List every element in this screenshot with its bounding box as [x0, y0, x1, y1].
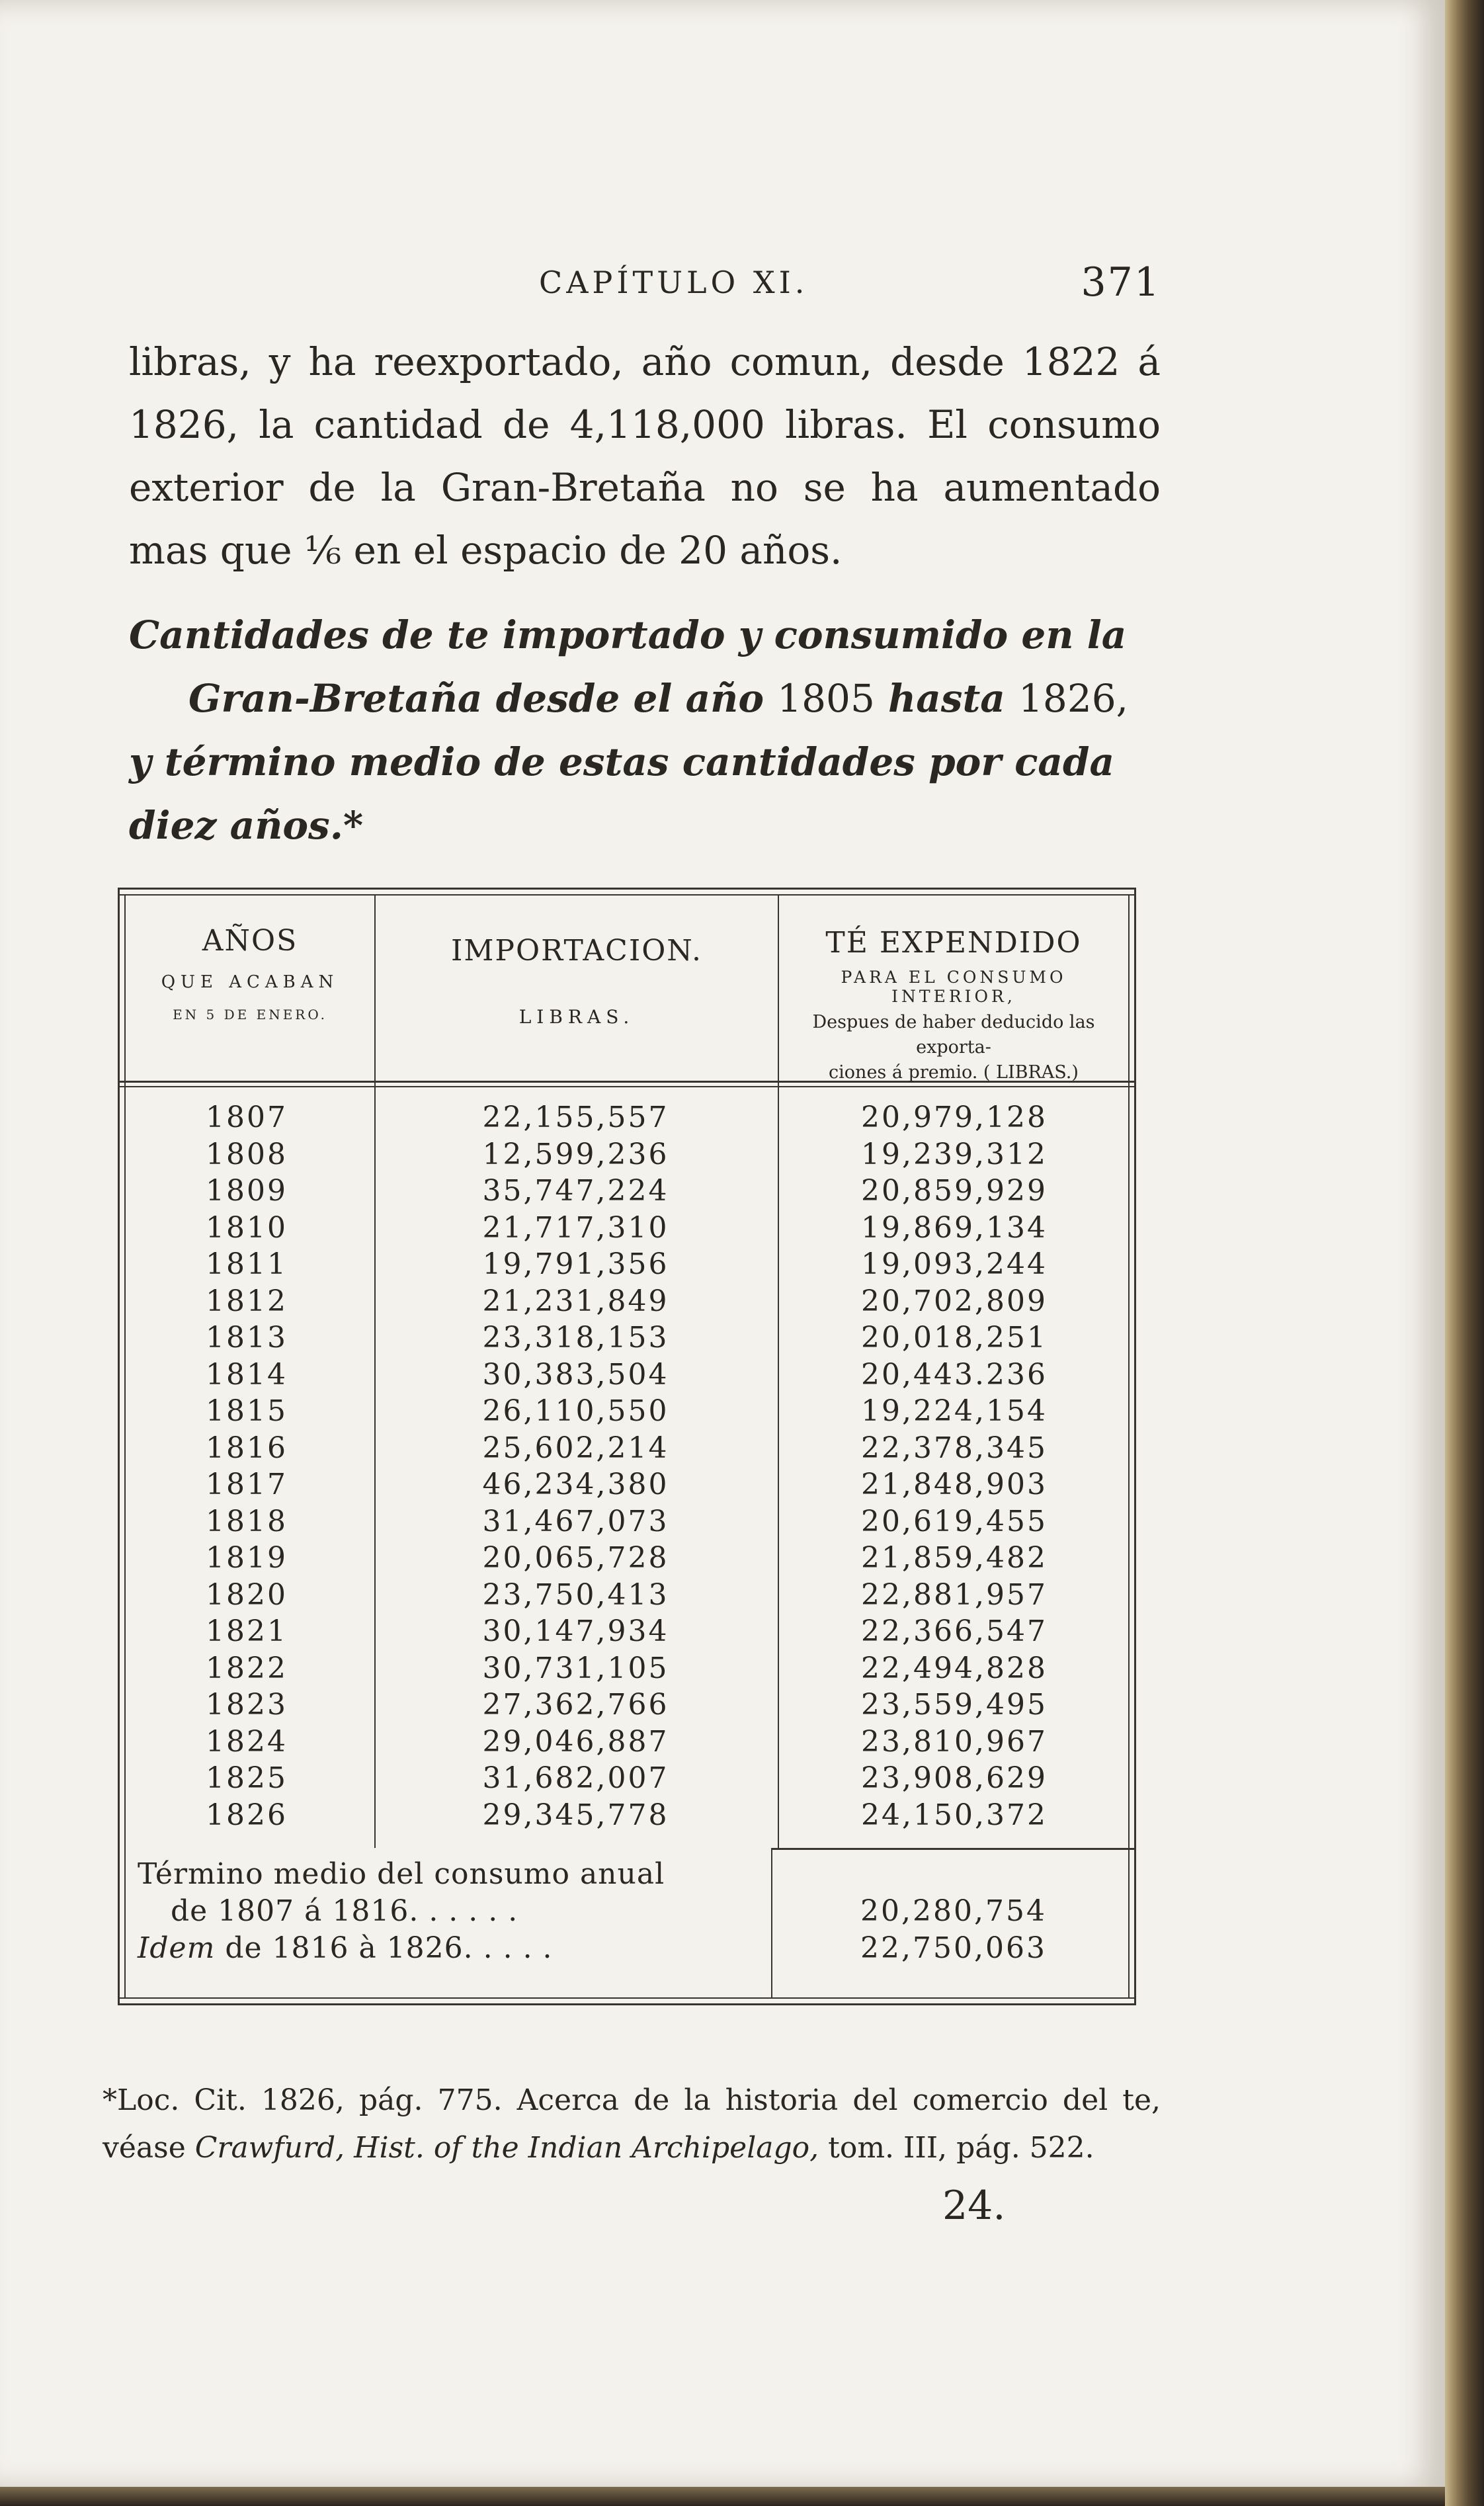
row-import: 29,046,887 — [482, 1724, 669, 1759]
average-value-1: 20,280,754 — [860, 1894, 1047, 1928]
caption-line-2: Gran-Bretaña desde el año 1805 hasta 1826, — [188, 676, 1129, 721]
header-years: AÑOS QUE ACABAN EN 5 DE ENERO. — [161, 924, 339, 1023]
row-year: 1823 — [206, 1688, 288, 1722]
book-bottom-edge — [0, 2487, 1445, 2506]
row-year: 1808 — [206, 1137, 288, 1171]
row-consumption: 23,559,495 — [861, 1688, 1048, 1722]
row-year: 1815 — [206, 1394, 288, 1428]
table-caption — [129, 603, 1161, 857]
average-label-1: Término medio del consumo anual — [138, 1857, 665, 1891]
average-label-3: Idem de 1816 à 1826. . . . . — [138, 1931, 553, 1965]
footnote: *Loc. Cit. 1826, pág. 775. Acerca de la historia del comercio del te, véase Crawfurd, Hist. of the Indian Archipelago, tom. III, pág. 522. — [103, 2083, 1161, 2165]
row-consumption: 20,018,251 — [861, 1321, 1048, 1355]
row-year: 1825 — [206, 1761, 288, 1795]
row-year: 1820 — [206, 1577, 288, 1612]
row-consumption: 22,494,828 — [861, 1651, 1048, 1685]
body-paragraph: libras, y ha reexportado, año comun, desde 1822 á 1826, la cantidad de 4,118,000 libras. El consumo exterior de la Gran-Bretaña no se ha aumentado mas que ⅙ en el espacio de 20 años. — [129, 339, 1161, 573]
row-consumption: 22,378,345 — [861, 1431, 1048, 1465]
signature-mark: 24. — [942, 2183, 1006, 2229]
row-year: 1813 — [206, 1321, 288, 1355]
row-consumption: 20,702,809 — [861, 1284, 1048, 1318]
row-year: 1814 — [206, 1357, 288, 1392]
row-consumption: 21,848,903 — [861, 1468, 1048, 1501]
header-import: IMPORTACION. LIBRAS. — [451, 934, 702, 1028]
row-import: 23,318,153 — [482, 1321, 669, 1355]
row-import: 25,602,214 — [482, 1431, 669, 1465]
row-import: 26,110,550 — [482, 1394, 669, 1428]
row-import: 30,147,934 — [482, 1614, 669, 1648]
row-import: 23,750,413 — [482, 1577, 669, 1612]
row-year: 1812 — [206, 1284, 288, 1318]
row-consumption: 21,859,482 — [861, 1541, 1048, 1575]
average-value-2: 22,750,063 — [860, 1931, 1047, 1965]
row-import: 21,717,310 — [482, 1210, 669, 1245]
row-consumption: 23,810,967 — [861, 1724, 1048, 1759]
caption-line-4: diez años.* — [129, 803, 364, 848]
row-year: 1807 — [206, 1101, 288, 1134]
chapter-title: CAPÍTULO XI. — [539, 265, 809, 300]
row-consumption: 23,908,629 — [861, 1761, 1048, 1795]
row-consumption: 19,869,134 — [861, 1210, 1048, 1245]
row-consumption: 19,224,154 — [861, 1394, 1048, 1428]
row-year: 1818 — [206, 1504, 288, 1538]
row-year: 1822 — [206, 1651, 288, 1685]
row-import: 30,383,504 — [482, 1357, 669, 1392]
book-edge — [1445, 0, 1484, 2506]
average-label-2: de 1807 á 1816. . . . . . — [171, 1894, 518, 1928]
caption-line-1: Cantidades de te importado y consumido en la — [129, 612, 1127, 657]
row-import: 46,234,380 — [482, 1468, 669, 1501]
row-consumption: 22,881,957 — [861, 1577, 1048, 1612]
row-year: 1809 — [206, 1174, 288, 1208]
header-consumption: TÉ EXPENDIDO PARA EL CONSUMO INTERIOR, Despues de haber deducido las exporta- ciones á premio. ( LIBRAS.) — [812, 926, 1095, 1083]
row-import: 27,362,766 — [482, 1688, 669, 1722]
row-year: 1816 — [206, 1431, 288, 1465]
page-number: 371 — [1081, 259, 1161, 306]
row-import: 21,231,849 — [482, 1284, 669, 1318]
row-import: 31,467,073 — [482, 1504, 669, 1538]
row-consumption: 19,239,312 — [861, 1137, 1048, 1171]
row-year: 1810 — [206, 1210, 288, 1245]
row-consumption: 20,979,128 — [861, 1101, 1048, 1134]
row-import: 20,065,728 — [482, 1541, 669, 1575]
row-import: 30,731,105 — [482, 1651, 669, 1685]
row-year: 1826 — [206, 1798, 288, 1832]
row-import: 19,791,356 — [482, 1247, 669, 1281]
row-year: 1824 — [206, 1724, 288, 1759]
row-import: 29,345,778 — [482, 1798, 669, 1832]
row-consumption: 24,150,372 — [861, 1798, 1048, 1832]
caption-line-3: y término medio de estas cantidades por cada — [129, 739, 1115, 784]
row-consumption: 20,619,455 — [861, 1504, 1048, 1538]
row-consumption: 20,443.236 — [861, 1357, 1048, 1392]
row-year: 1819 — [206, 1541, 288, 1575]
row-year: 1811 — [206, 1247, 288, 1281]
row-consumption: 20,859,929 — [861, 1174, 1048, 1208]
tea-table — [118, 888, 1136, 2005]
row-import: 35,747,224 — [482, 1174, 669, 1208]
row-consumption: 19,093,244 — [861, 1247, 1048, 1281]
row-year: 1817 — [206, 1468, 288, 1501]
row-import: 12,599,236 — [482, 1137, 669, 1171]
row-import: 31,682,007 — [482, 1761, 669, 1795]
row-import: 22,155,557 — [482, 1101, 669, 1134]
row-consumption: 22,366,547 — [861, 1614, 1048, 1648]
row-year: 1821 — [206, 1614, 288, 1648]
